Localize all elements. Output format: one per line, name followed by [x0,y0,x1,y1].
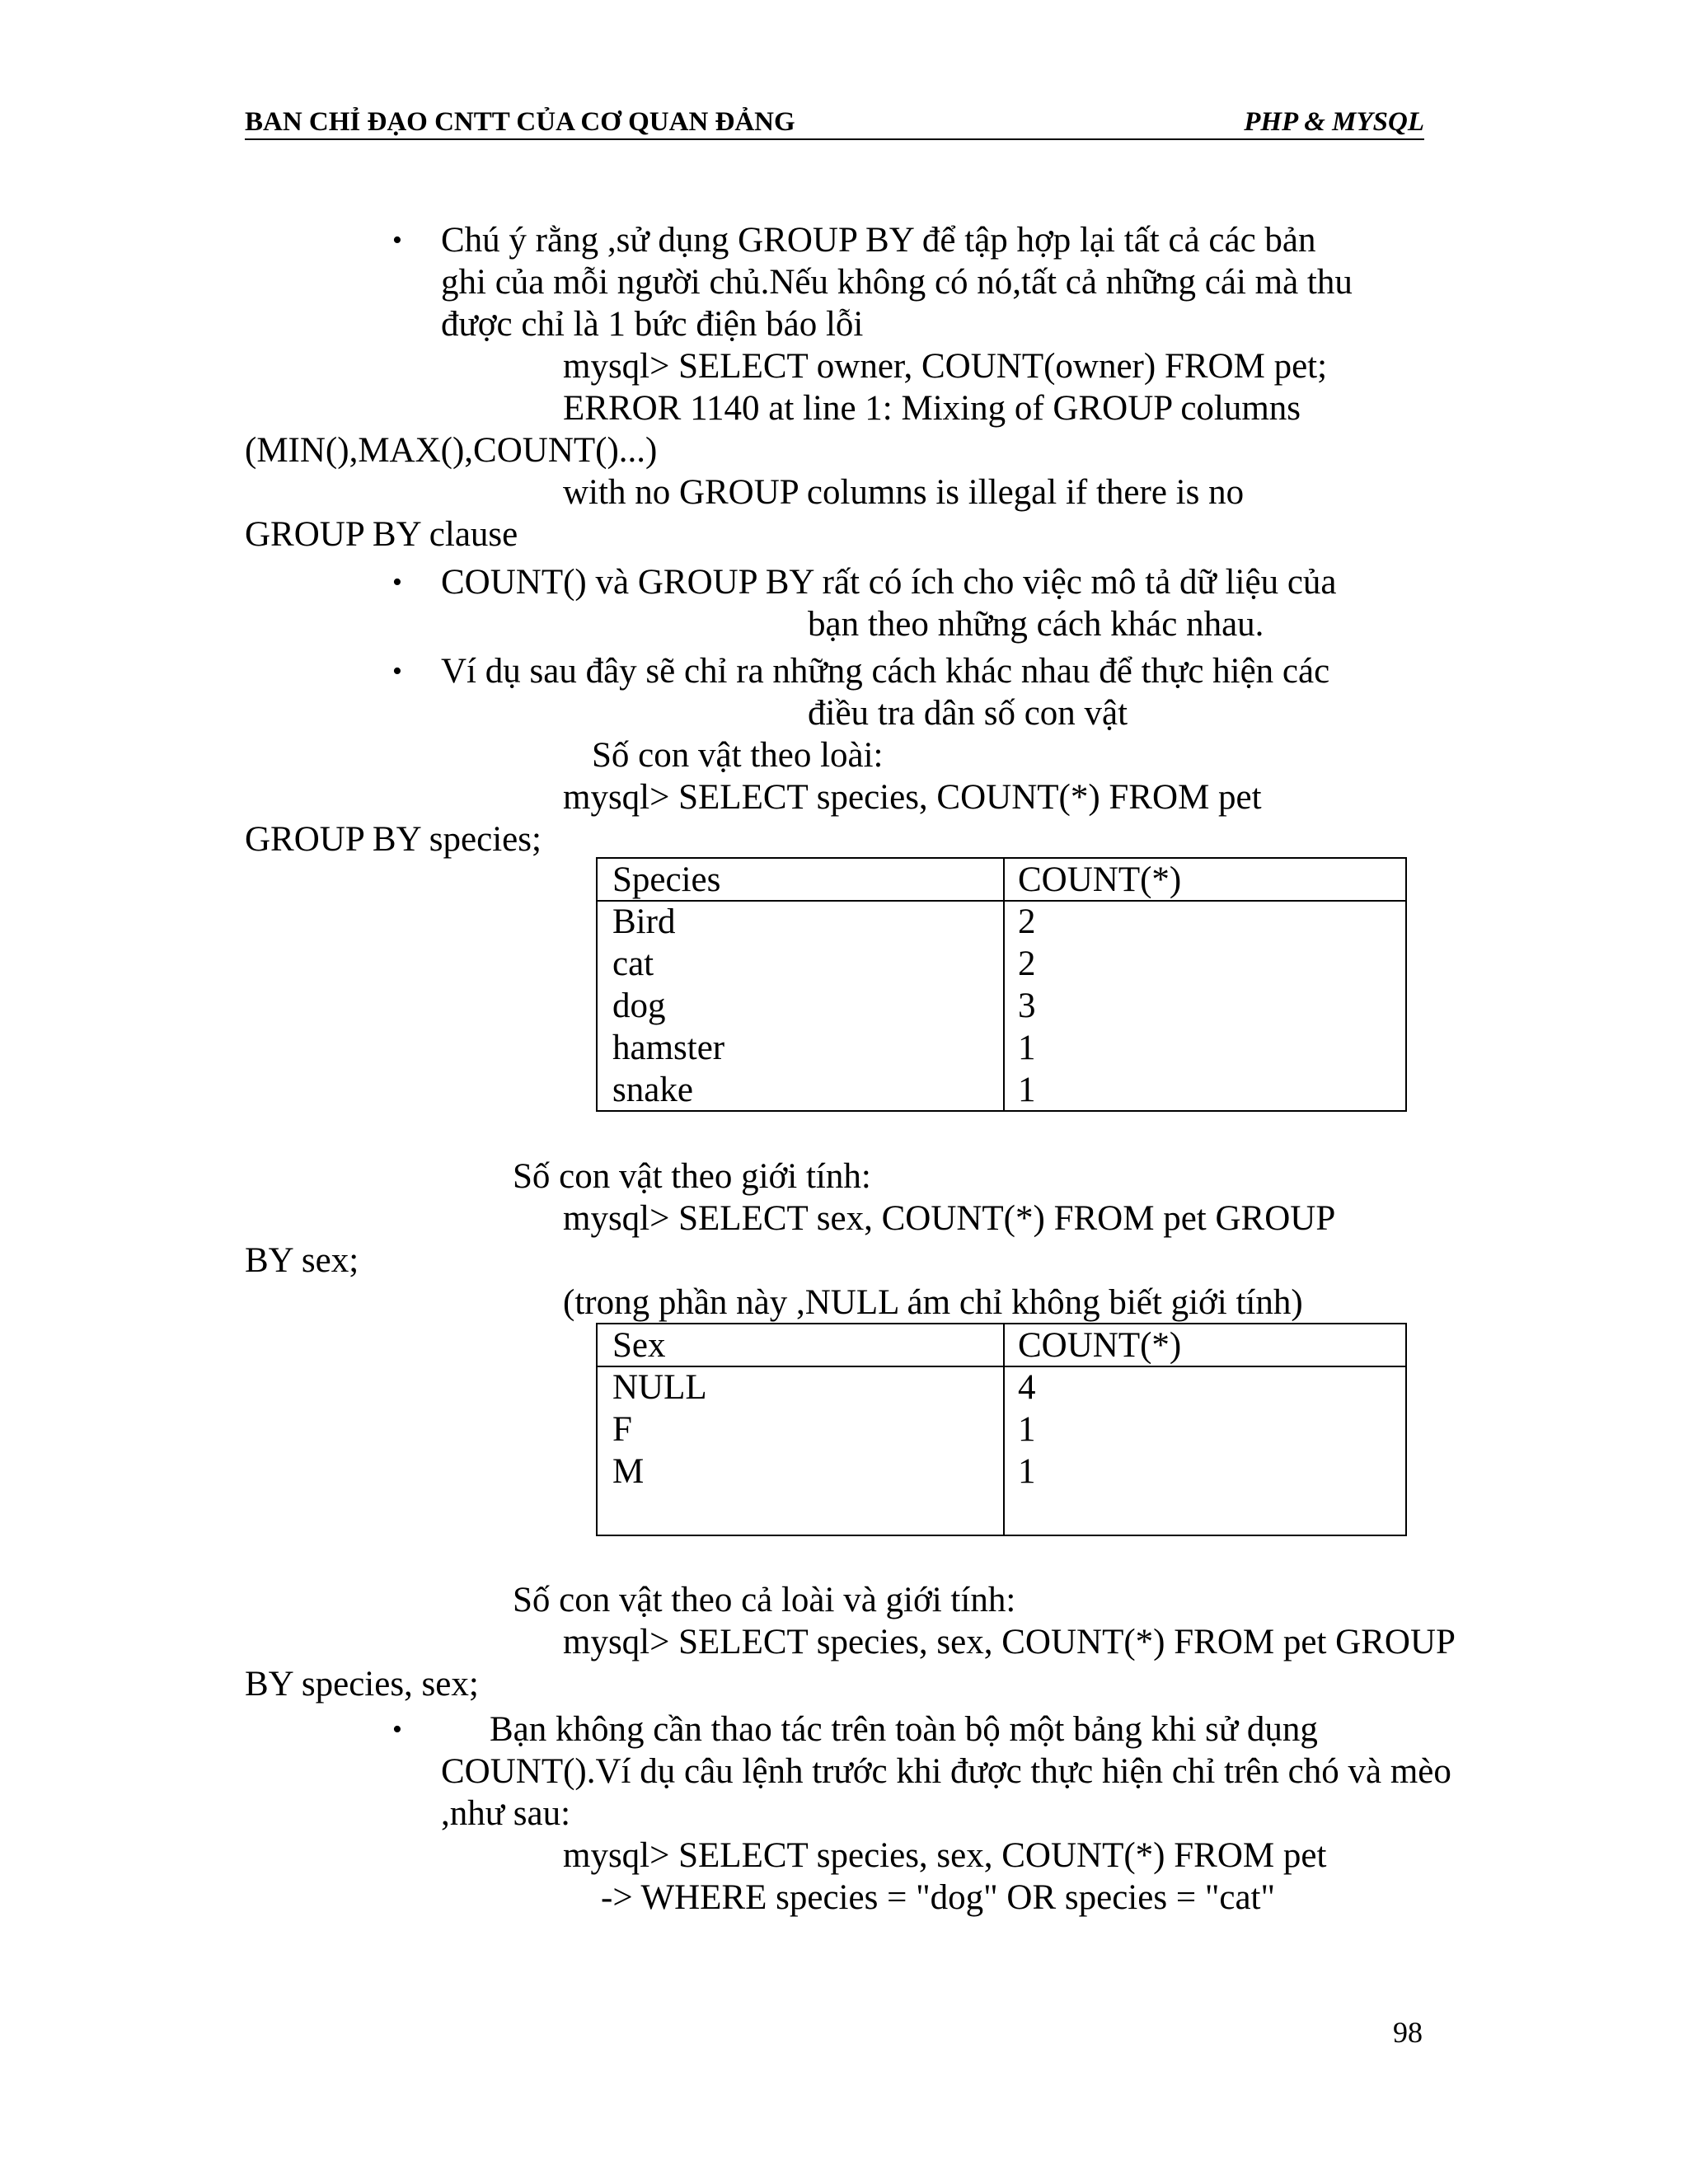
heading-sex: Số con vật theo giới tính: [513,1157,871,1196]
table-cell-species: cat [612,944,654,983]
error-line2: (MIN(),MAX(),COUNT()...) [245,431,658,470]
sql-sex-query-line2: BY sex; [245,1241,359,1280]
table-column-divider [1003,859,1005,1110]
table-column-divider [1003,1324,1005,1535]
bullet4-line1: Bạn không cần thao tác trên toàn bộ một bảng khi sử dụng [490,1710,1318,1749]
bullet4-line3: ,như sau: [441,1794,571,1833]
sql-species-sex-query-line2: BY species, sex; [245,1665,479,1704]
bullet-icon: • [392,225,402,255]
table-cell-sex: F [612,1410,632,1449]
sql-species-sex-query-line1: mysql> SELECT species, sex, COUNT(*) FROM pet GROUP [563,1623,1456,1661]
table-cell-count: 2 [1018,902,1036,941]
species-count-table [596,857,1407,1112]
table-cell-species: dog [612,987,666,1025]
sql-owner-query: mysql> SELECT owner, COUNT(owner) FROM pet; [563,347,1328,386]
error-line4: GROUP BY clause [245,515,518,554]
table-cell-count: 2 [1018,944,1036,983]
bullet1-line3: được chỉ là 1 bức điện báo lỗi [441,305,864,344]
page-number: 98 [1393,2016,1423,2049]
header-right-title: PHP & MYSQL [1244,107,1424,137]
heading-species: Số con vật theo loài: [592,736,884,775]
table-cell-species: snake [612,1071,693,1109]
heading-species-and-sex: Số con vật theo cả loài và giới tính: [513,1581,1016,1619]
table-cell-count: 1 [1018,1071,1036,1109]
bullet2-line1: COUNT() và GROUP BY rất có ích cho việc mô tả dữ liệu của [441,563,1337,602]
bullet3-line2: điều tra dân số con vật [808,694,1128,733]
bullet4-line2: COUNT().Ví dụ câu lệnh trước khi được thực hiện chỉ trên chó và mèo [441,1752,1451,1791]
sex-count-table [596,1323,1407,1536]
bullet1-line2: ghi của mỗi người chủ.Nếu không có nó,tất cả những cái mà thu [441,263,1353,302]
table-header-species: Species [612,860,721,899]
table-row-divider [598,1366,1405,1367]
table-header-count: COUNT(*) [1018,860,1182,899]
sql-species-query-line1: mysql> SELECT species, COUNT(*) FROM pet [563,778,1262,817]
error-line3: with no GROUP columns is illegal if there is no [563,473,1245,512]
table-cell-sex: M [612,1452,645,1491]
table-cell-sex: NULL [612,1368,707,1407]
header-left-title: BAN CHỈ ĐẠO CNTT CỦA CƠ QUAN ĐẢNG [245,107,795,137]
sql-species-query-line2: GROUP BY species; [245,820,542,859]
table-cell-count: 1 [1018,1410,1036,1449]
note-null-meaning: (trong phần này ,NULL ám chỉ không biết giới tính) [563,1283,1303,1322]
table-header-count: COUNT(*) [1018,1326,1182,1365]
bullet2-line2: bạn theo những cách khác nhau. [808,605,1264,644]
table-cell-species: hamster [612,1029,725,1067]
sql-sex-query-line1: mysql> SELECT sex, COUNT(*) FROM pet GROUP [563,1199,1336,1238]
bullet3-line1: Ví dụ sau đây sẽ chỉ ra những cách khác nhau để thực hiện các [441,652,1330,691]
header-rule [245,138,1424,140]
table-cell-count: 4 [1018,1368,1036,1407]
error-line1: ERROR 1140 at line 1: Mixing of GROUP columns [563,389,1301,428]
table-cell-count: 1 [1018,1452,1036,1491]
table-cell-count: 3 [1018,987,1036,1025]
sql-where-query-line1: mysql> SELECT species, sex, COUNT(*) FROM pet [563,1836,1327,1875]
bullet-icon: • [392,567,402,598]
sql-where-query-line2: -> WHERE species = "dog" OR species = "cat" [601,1878,1276,1917]
bullet-icon: • [392,1714,402,1745]
table-cell-species: Bird [612,902,676,941]
bullet-icon: • [392,656,402,687]
table-header-sex: Sex [612,1326,666,1365]
table-cell-count: 1 [1018,1029,1036,1067]
bullet1-line1: Chú ý rằng ,sử dụng GROUP BY để tập hợp lại tất cả các bản [441,221,1316,260]
